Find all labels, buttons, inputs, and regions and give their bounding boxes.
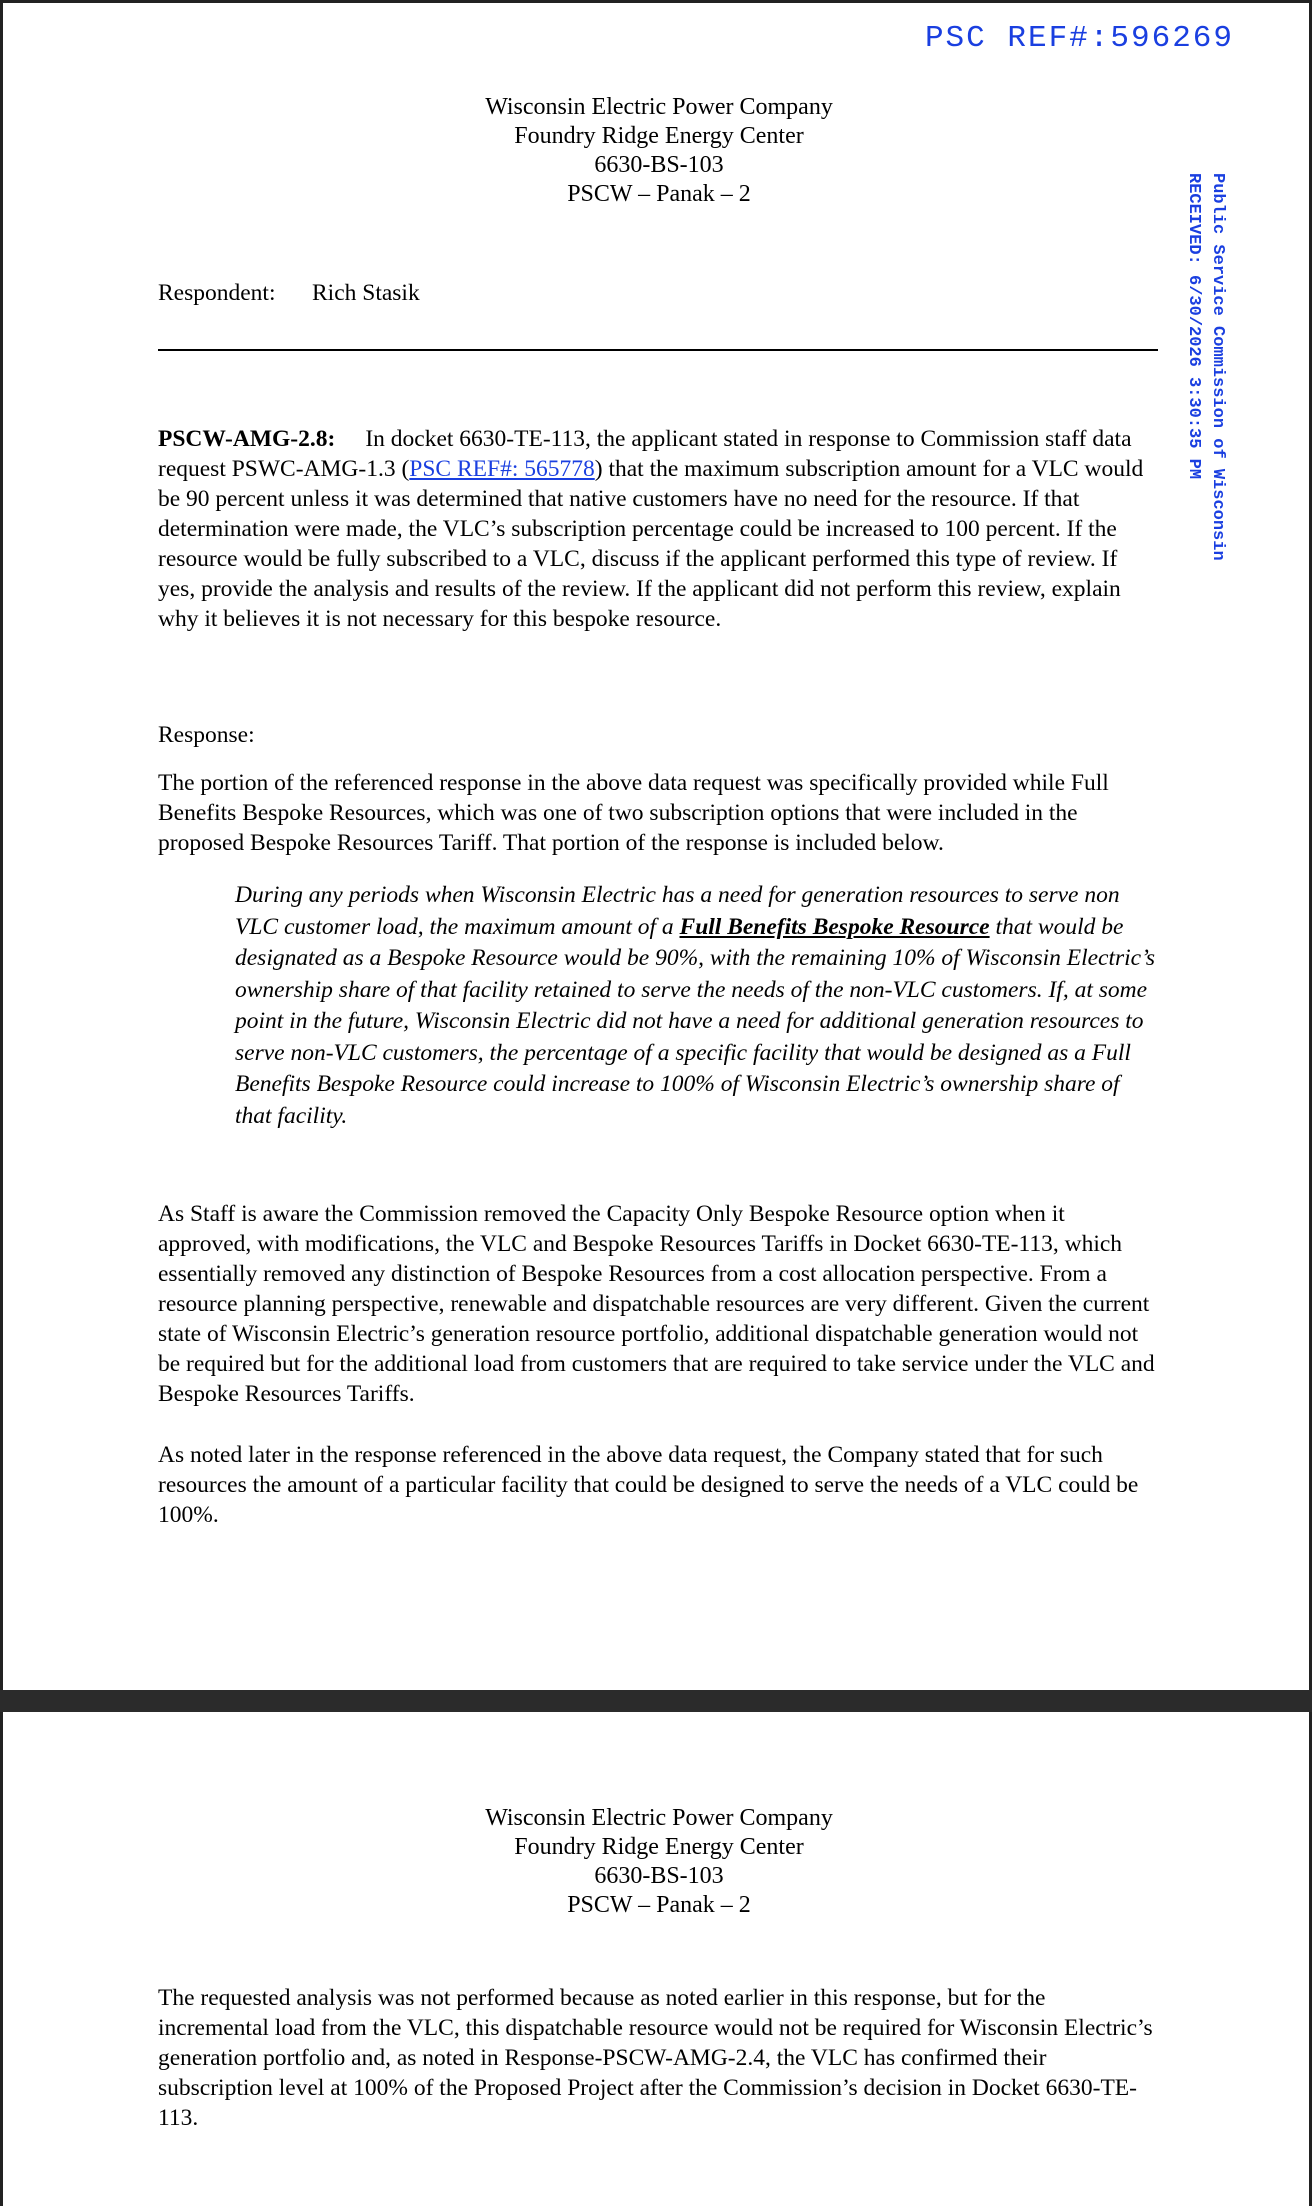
header-company: Wisconsin Electric Power Company: [485, 1805, 833, 1831]
respondent-line: [158, 278, 1158, 308]
stamp-line-received: RECEIVED: 6/30/2026 3:30:35 PM: [1184, 173, 1203, 480]
quote-text-after: that would be designated as a Bespoke Resource would be 90%, with the remaining 10% of Wisconsin Electric’s ownership share of that facility retained to serve the needs of the non-VLC customers. If, at some point in the future, Wisconsin Electric did not have a need for additional generation resources to serve non-VLC customers, the percentage of a specific facility that would be designed as a Full Benefits Bespoke Resource could increase to 100% of Wisconsin Electric’s ownership share of that facility.: [235, 913, 1156, 1129]
question-id: PSCW-AMG-2.8:: [158, 426, 336, 452]
response-paragraph-4: The requested analysis was not performed because as noted earlier in this response, but for the incremental load from the VLC, this dispatchable resource would not be required for Wisconsin Electric’s generation portfolio and, as noted in Response-PSCW-AMG-2.4, the VLC has confirmed their subscription level at 100% of the Proposed Project after the Commission’s decision in Docket 6630-TE-113.: [158, 1985, 1153, 2131]
header-project: Foundry Ridge Energy Center: [514, 1834, 804, 1860]
received-stamp: [1181, 173, 1229, 613]
header-divider: [158, 349, 1158, 351]
quote-emphasis: Full Benefits Bespoke Resource: [679, 913, 990, 940]
page-gap: [0, 1690, 1312, 1712]
question-text-after-link: ) that the maximum subscription amount for a VLC would be 90 percent unless it was determined that native customers have no need for the resource. If that determination were made, the VLC’s subscription percentage could be increased to 100 percent. If the resource would be fully subscribed to a VLC, discuss if the applicant performed this type of review. If yes, provide the analysis and results of the review. If the applicant did not perform this review, explain why it believes it is not necessary for this bespoke resource.: [158, 456, 1144, 632]
header-company: Wisconsin Electric Power Company: [485, 94, 833, 120]
response-paragraph-2: As Staff is aware the Commission removed the Capacity Only Bespoke Resource option when it approved, with modifications, the VLC and Bespoke Resources Tariffs in Docket 6630-TE-113, which essentially removed any distinction of Bespoke Resources from a cost allocation perspective. From a resource planning perspective, renewable and dispatchable resources are very different. Given the current state of Wisconsin Electric’s generation resource portfolio, additional dispatchable generation would not be required but for the additional load from customers that are required to take service under the VLC and Bespoke Resources Tariffs.: [158, 1201, 1155, 1407]
stamp-line-commission: Public Service Commission of Wisconsin: [1208, 173, 1227, 561]
psc-ref-link[interactable]: PSC REF#: 565778: [409, 456, 595, 482]
question-text-before-link: In docket 6630-TE-113, the applicant stated in response to Commission staff data request PSWC-AMG-1.3 (: [158, 426, 1132, 482]
response-paragraph-1: The portion of the referenced response in the above data request was specifically provided while Full Benefits Bespoke Resources, which was one of two subscription options that were included in the proposed Bespoke Resources Tariff. That portion of the response is included below.: [158, 770, 1109, 856]
quote-text-before: During any periods when Wisconsin Electric has a need for generation resources to serve non VLC customer load, the maximum amount of a: [235, 882, 1120, 940]
response-label: Response:: [158, 722, 255, 748]
document-header-page-2: [3, 1804, 1312, 1920]
header-docket: 6630-BS-103: [594, 1863, 724, 1889]
psc-reference-number: PSC REF#:596269: [924, 21, 1234, 56]
respondent-label: Respondent:: [158, 280, 276, 306]
quoted-response: [235, 880, 1160, 1132]
response-paragraph-3: As noted later in the response referenced in the above data request, the Company stated that for such resources the amount of a particular facility that could be designed to serve the needs of a VLC could be 100%.: [158, 1442, 1139, 1528]
header-project: Foundry Ridge Energy Center: [514, 123, 804, 149]
question-paragraph: [158, 424, 1158, 634]
document-header: [3, 93, 1312, 209]
page-2: [0, 1712, 1312, 2206]
header-request-set: PSCW – Panak – 2: [567, 1892, 751, 1918]
respondent-name: Rich Stasik: [312, 280, 420, 306]
header-request-set: PSCW – Panak – 2: [567, 181, 751, 207]
header-docket: 6630-BS-103: [594, 152, 724, 178]
